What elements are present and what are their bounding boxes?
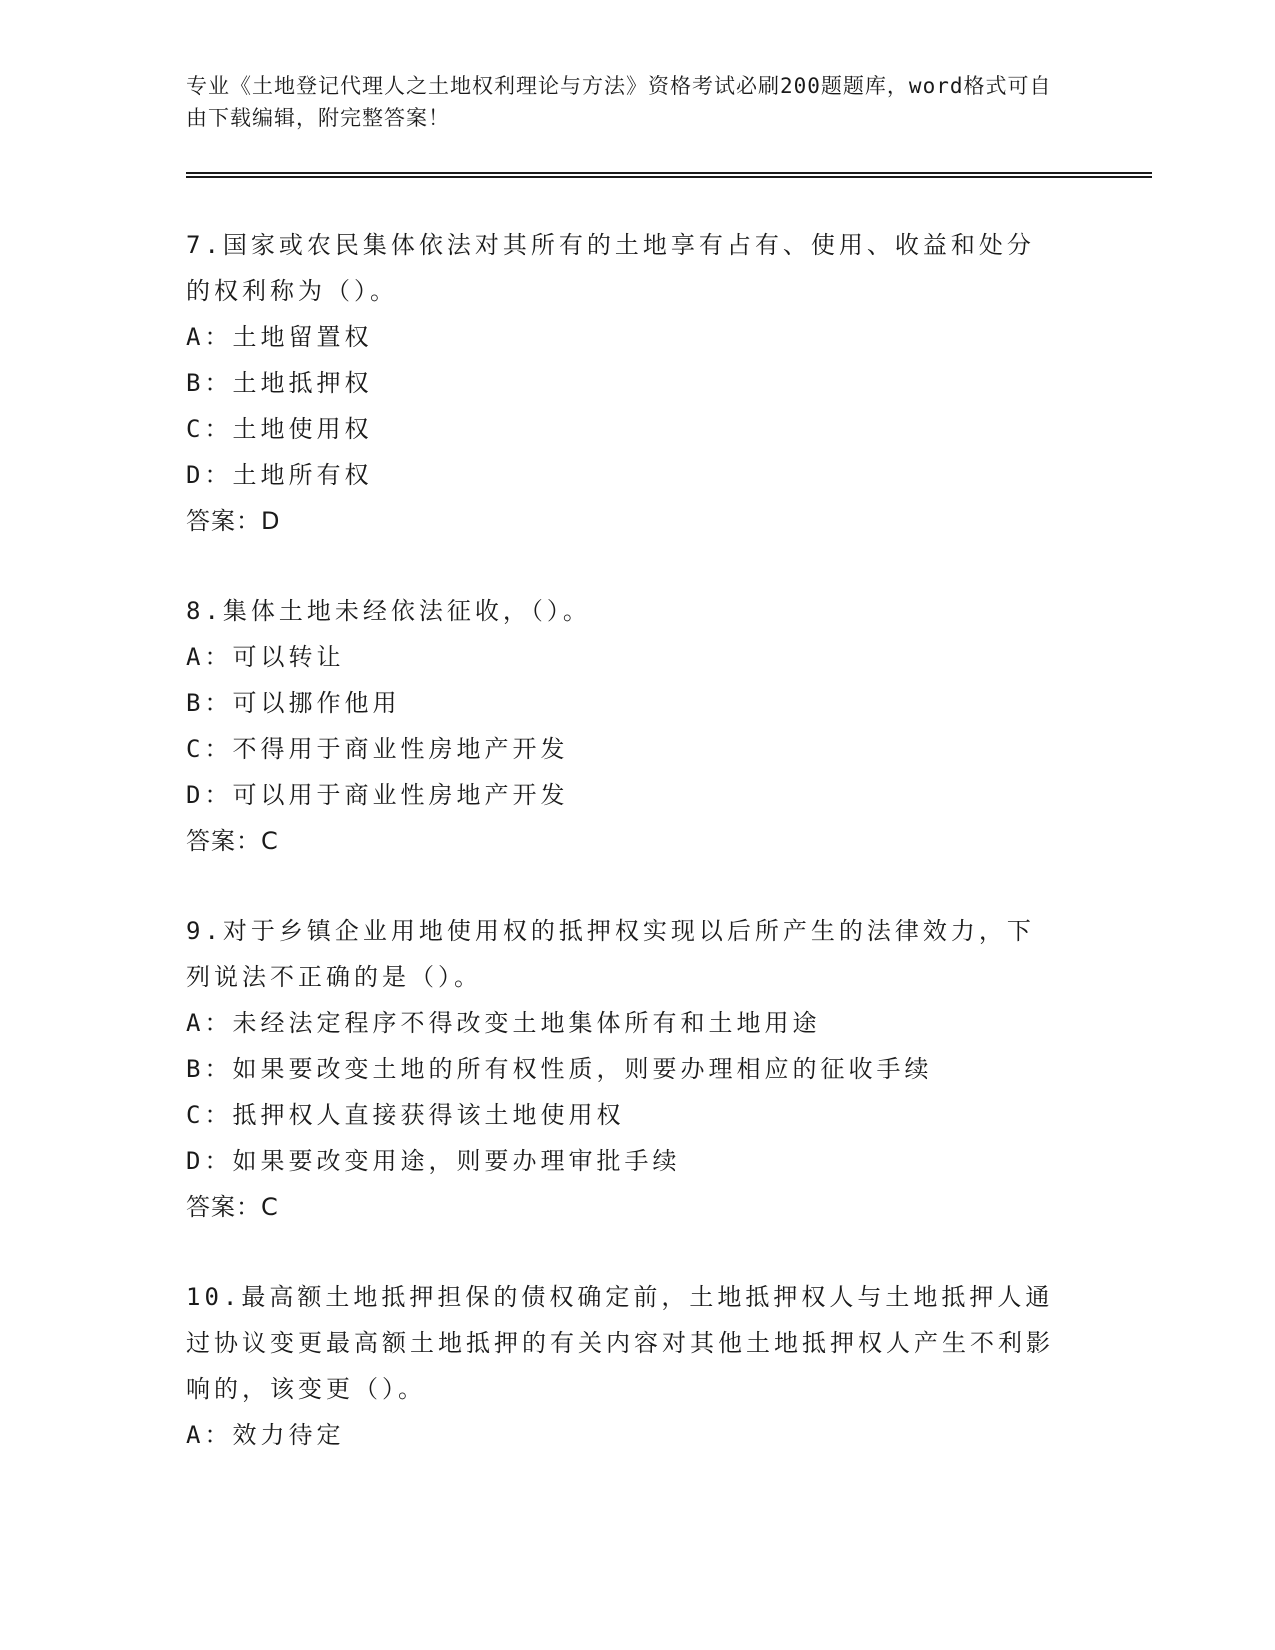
question-9 (186, 908, 1106, 1230)
option-c: C：不得用于商业性房地产开发 (186, 735, 569, 763)
option-b: B：如果要改变土地的所有权性质，则要办理相应的征收手续 (186, 1055, 933, 1083)
answer: 答案：C (186, 1193, 279, 1221)
answer: 答案：D (186, 507, 281, 535)
option-d: D：土地所有权 (186, 461, 373, 489)
option-b: B：可以挪作他用 (186, 689, 401, 717)
option-a: A：可以转让 (186, 643, 345, 671)
option-d: D：可以用于商业性房地产开发 (186, 781, 569, 809)
document-header: 专业《土地登记代理人之土地权利理论与方法》资格考试必刷200题题库，word格式可自由下载编辑，附完整答案！ (186, 74, 1052, 130)
question-7 (186, 222, 1106, 544)
header-divider (186, 172, 1152, 178)
option-a: A：效力待定 (186, 1421, 345, 1449)
question-10 (186, 1274, 1106, 1458)
document-page (186, 70, 1106, 1458)
option-b: B：土地抵押权 (186, 369, 373, 397)
question-stem: 10.最高额土地抵押担保的债权确定前，土地抵押权人与土地抵押人通过协议变更最高额土地抵押的有关内容对其他土地抵押权人产生不利影响的，该变更（）。 (186, 1283, 1054, 1403)
option-a: A：未经法定程序不得改变土地集体所有和土地用途 (186, 1009, 821, 1037)
option-c: C：土地使用权 (186, 415, 373, 443)
question-stem: 8.集体土地未经依法征收，（）。 (186, 597, 591, 625)
option-d: D：如果要改变用途，则要办理审批手续 (186, 1147, 681, 1175)
question-stem: 9.对于乡镇企业用地使用权的抵押权实现以后所产生的法律效力，下列说法不正确的是（）。 (186, 917, 1035, 991)
option-a: A：土地留置权 (186, 323, 373, 351)
option-c: C：抵押权人直接获得该土地使用权 (186, 1101, 625, 1129)
question-8 (186, 588, 1106, 864)
question-stem: 7.国家或农民集体依法对其所有的土地享有占有、使用、收益和处分的权利称为（）。 (186, 231, 1035, 305)
answer: 答案：C (186, 827, 279, 855)
